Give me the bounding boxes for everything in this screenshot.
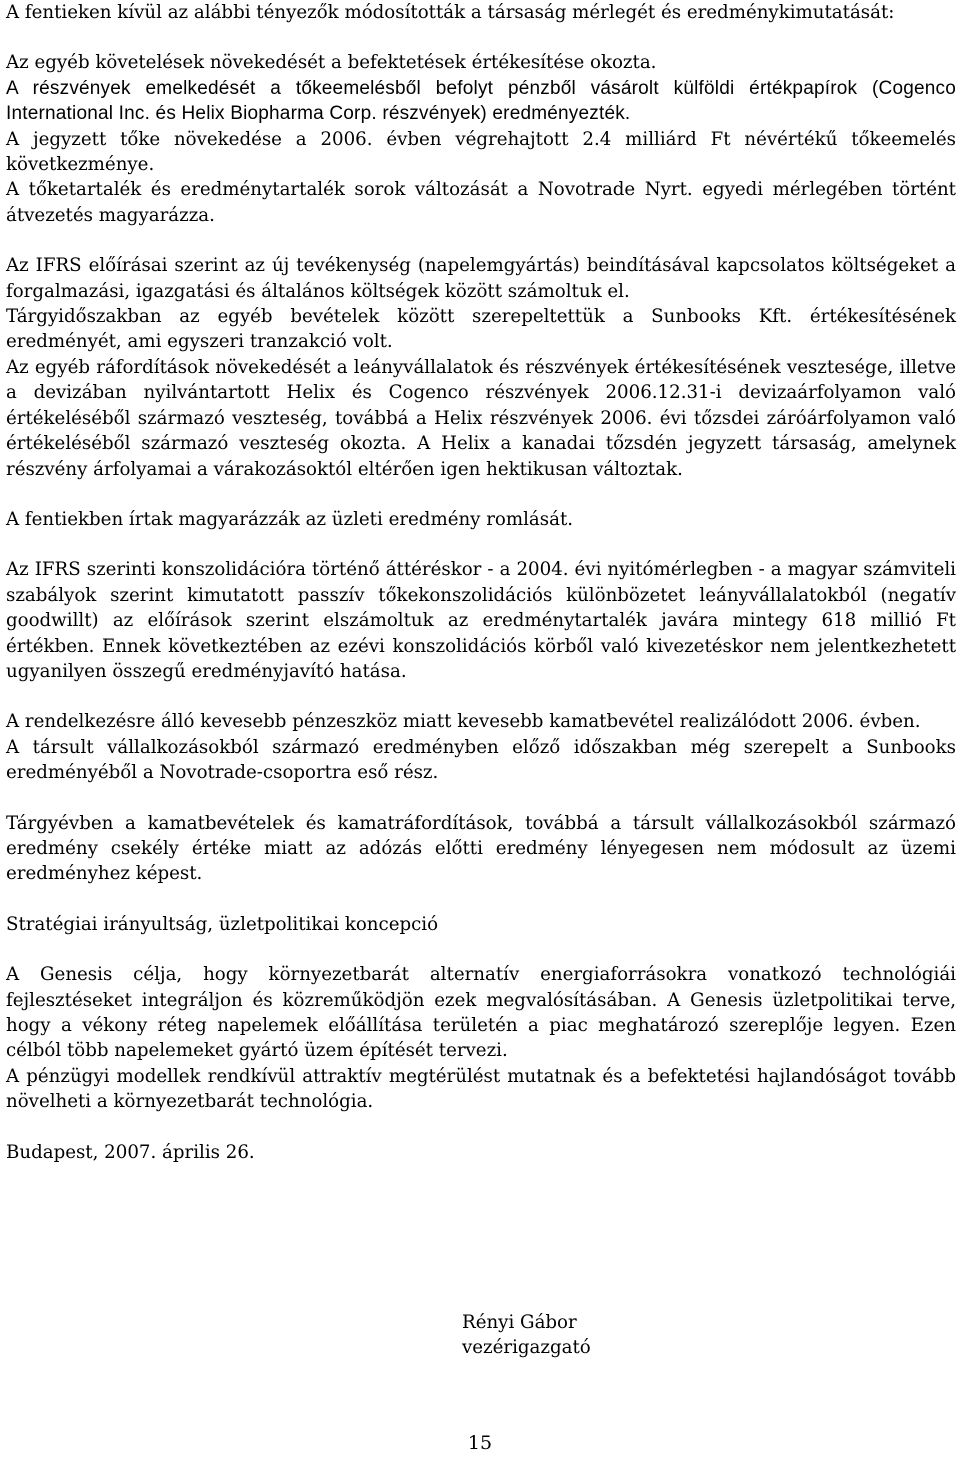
paragraph-intro: A fentieken kívül az alábbi tényezők módosították a társaság mérlegét és eredménykimutatását: xyxy=(6,2,895,23)
paragraph-other-expenses: Az egyéb ráfordítások növekedését a leányvállalatok és részvények értékesítésének vesztesége, illetve a devizában nyilvántartott Helix és Cogenco részvények 2006.12.31-i devizaárfolyamon való értékeléséből származó veszteség, továbbá a Helix részvények 2006. évi tőzsdei záróárfolyamon való értékeléséből származó veszteség okozta. A Helix a kanadai tőzsdén jegyzett társaság, amelynek részvény árfolyamai a várakozásoktól eltérően igen hektikusan változtak. xyxy=(6,356,956,480)
paragraph-capital-reserve: A tőketartalék és eredménytartalék sorok változását a Novotrade Nyrt. egyedi mérlegében történt átvezetés magyarázza. xyxy=(6,179,956,226)
section-heading-strategy: Stratégiai irányultság, üzletpolitikai koncepció xyxy=(6,913,439,935)
place-and-date: Budapest, 2007. április 26. xyxy=(6,1141,255,1163)
paragraph-pretax-result: Tárgyévben a kamatbevételek és kamatráfordítások, továbbá a társult vállalkozásokból származó eredmény csekély értéke miatt az adózás előtti eredmény lényegesen nem módosult az üzemi eredményhez képest. xyxy=(6,812,956,885)
paragraph-associates: A társult vállalkozásokból származó eredményben előző időszakban még szerepelt a Sunbooks eredményéből a Novotrade-csoportra eső rész. xyxy=(6,736,956,784)
paragraph-receivables: Az egyéb követelések növekedését a befektetések értékesítése okozta. xyxy=(6,52,657,74)
paragraph-business-result: A fentiekben írtak magyarázzák az üzleti eredmény romlását. xyxy=(6,508,574,530)
paragraph-subscribed-capital: A jegyzett tőke növekedése a 2006. évben végrehajtott 2.4 milliárd Ft névértékű tőkeemelés következménye. xyxy=(6,128,956,176)
paragraph-ifrs-consolidation: Az IFRS szerinti konszolidációra történő áttéréskor - a 2004. évi nyitómérlegben - a magyar számviteli szabályok szerint kimutatott passzív tőkekonszolidációs különbözetet leányvállalatokból (negatív goodwillt) az előírások szerint elszámoltuk az eredménytartalék javára mintegy 618 millió Ft értékben. Ennek következtében az ezévi konszolidációs körből való kivezetéskor nem jelentkezhetett ugyanilyen összegű eredményjavító hatása. xyxy=(6,559,956,682)
paragraph-ifrs-costs: Az IFRS előírásai szerint az új tevékenység (napelemgyártás) beindításával kapcsolatos költségeket a forgalmazási, igazgatási és általános költségek között számoltuk el. xyxy=(6,255,956,302)
document-body xyxy=(6,0,956,1165)
paragraph-genesis-goal: A Genesis célja, hogy környezetbarát alternatív energiaforrásokra vonatkozó technológiái fejlesztéseket integráljon és közreműködjön ezek megvalósításában. A Genesis üzletpolitikai terve, hogy a vékony réteg napelemek előállítása területén a piac meghatározó szereplője legyen. Ezen célból több napelemeket gyártó üzem építését tervezi. xyxy=(6,964,956,1062)
paragraph-shares: A részvények emelkedését a tőkeemelésből befolyt pénzből vásárolt külföldi értékpapírok (Cogenco International Inc. és Helix Biopharma Corp. részvények) eredményezték. xyxy=(6,77,956,125)
signatory-title: vezérigazgató xyxy=(462,1337,591,1359)
signatory-name: Rényi Gábor xyxy=(462,1312,577,1333)
paragraph-other-income: Tárgyidőszakban az egyéb bevételek között szerepeltettük a Sunbooks Kft. értékesítésének eredményét, ami egyszeri tranzakció volt. xyxy=(6,306,956,353)
paragraph-financial-models: A pénzügyi modellek rendkívül attraktív megtérülést mutatnak és a befektetési hajlandóságot tovább növelheti a környezetbarát technológia. xyxy=(6,1065,956,1113)
page-number: 15 xyxy=(467,1432,493,1454)
paragraph-interest-income: A rendelkezésre álló kevesebb pénzeszköz miatt kevesebb kamatbevétel realizálódott 2006. évben. xyxy=(6,711,921,733)
signature-block xyxy=(462,1310,602,1361)
